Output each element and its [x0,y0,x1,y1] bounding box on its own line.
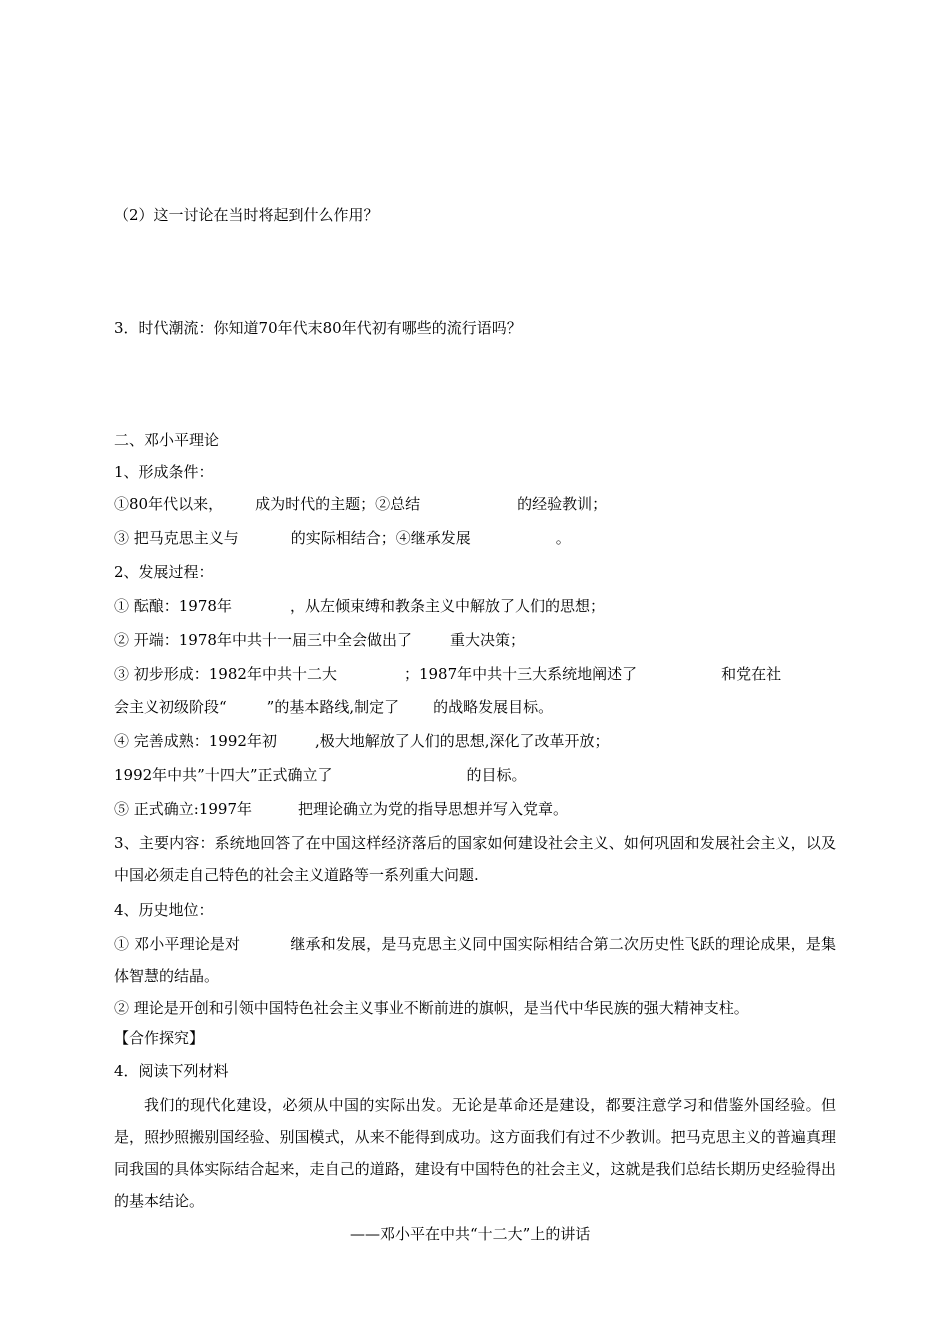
text-segment: ；1987年中共十三大系统地阐述了 [403,665,638,683]
text-segment: ② 开端：1978年中共十一届三中全会做出了 [114,631,412,649]
text-segment: 继承和发展，是马克思主义同中国实际相结合第二次历史性飞跃的理论成果，是集体智慧的结晶。 [114,935,836,985]
text-segment: 的战略发展目标。 [433,698,554,716]
text-segment: ,极大地解放了人们的思想,深化了改革开放； [314,732,610,750]
historical-status-2: ② 理论是开创和引领中国特色社会主义事业不断前进的旗帜，是当代中华民族的强大精神支柱。 [114,999,749,1017]
text-segment: 。 [555,529,571,547]
text-segment: ”的基本路线,制定了 [266,698,400,716]
text-segment: ①80年代以来， [114,495,224,513]
text-segment: 重大决策； [449,631,525,649]
development-step-5 [114,799,568,819]
quote-source: ——邓小平在中共“十二大”上的讲话 [350,1225,591,1243]
development-step-4-cont [114,765,527,785]
conditions-line-2 [114,528,571,548]
text-segment: 成为时代的主题；②总结 [255,495,421,513]
text-segment: ，从左倾束缚和教条主义中解放了人们的思想； [289,597,605,615]
text-segment: ① 酝酿：1978年 [114,597,232,615]
section-title: 二、邓小平理论 [114,431,220,449]
material-text: 我们的现代化建设，必须从中国的实际出发。无论是革命还是建设，都要注意学习和借鉴外国经验。但是，照抄照搬别国经验、别国模式，从来不能得到成功。这方面我们有过不少教训。把马克思主义的普遍真理同我国的具体实际结合起来，走自己的道路，建设有中国特色的社会主义，这就是我们总结长期历史经验得出的基本结论。 [114,1096,836,1210]
text-segment: 的经验教训； [517,495,608,513]
paragraph-text [114,928,836,992]
formation-conditions-title: 1、形成条件： [114,463,214,481]
question-3: 3．时代潮流：你知道70年代末80年代初有哪些的流行语吗？ [114,319,522,337]
question-4: 4．阅读下列材料 [114,1062,229,1080]
text-segment: 1992年中共”十四大”正式确立了 [114,766,333,784]
question-2-sub: （2）这一讨论在当时将起到什么作用？ [114,206,379,224]
cooperative-inquiry-heading: 【合作探究】 [114,1029,205,1047]
reading-material [114,1089,836,1217]
text-segment: ① 邓小平理论是对 [114,935,241,953]
development-process-title: 2、发展过程： [114,563,214,581]
text-segment: ⑤ 正式确立:1997年 [114,800,252,818]
conditions-line-1 [114,494,607,514]
text-segment: 把理论确立为党的指导思想并写入党章。 [298,800,569,818]
development-step-3 [114,664,781,684]
development-step-1 [114,596,605,616]
main-content-paragraph [114,827,836,891]
text-segment: ③ 把马克思主义与 [114,529,239,547]
text-segment: 的实际相结合；④继承发展 [290,529,471,547]
development-step-2 [114,630,525,650]
text-segment: 和党在社 [721,665,782,683]
text-segment: ③ 初步形成：1982年中共十二大 [114,665,337,683]
text-segment: 的目标。 [466,766,527,784]
development-step-3-cont [114,697,553,717]
historical-status-1 [114,928,836,992]
text-segment: 会主义初级阶段“ [114,698,227,716]
text-segment: ④ 完善成熟：1992年初 [114,732,277,750]
paragraph-text: 3、主要内容：系统地回答了在中国这样经济落后的国家如何建设社会主义、如何巩固和发展社会主义，以及中国必须走自己特色的社会主义道路等一系列重大问题. [114,834,836,884]
development-step-4 [114,731,610,751]
historical-status-title: 4、历史地位： [114,901,214,919]
